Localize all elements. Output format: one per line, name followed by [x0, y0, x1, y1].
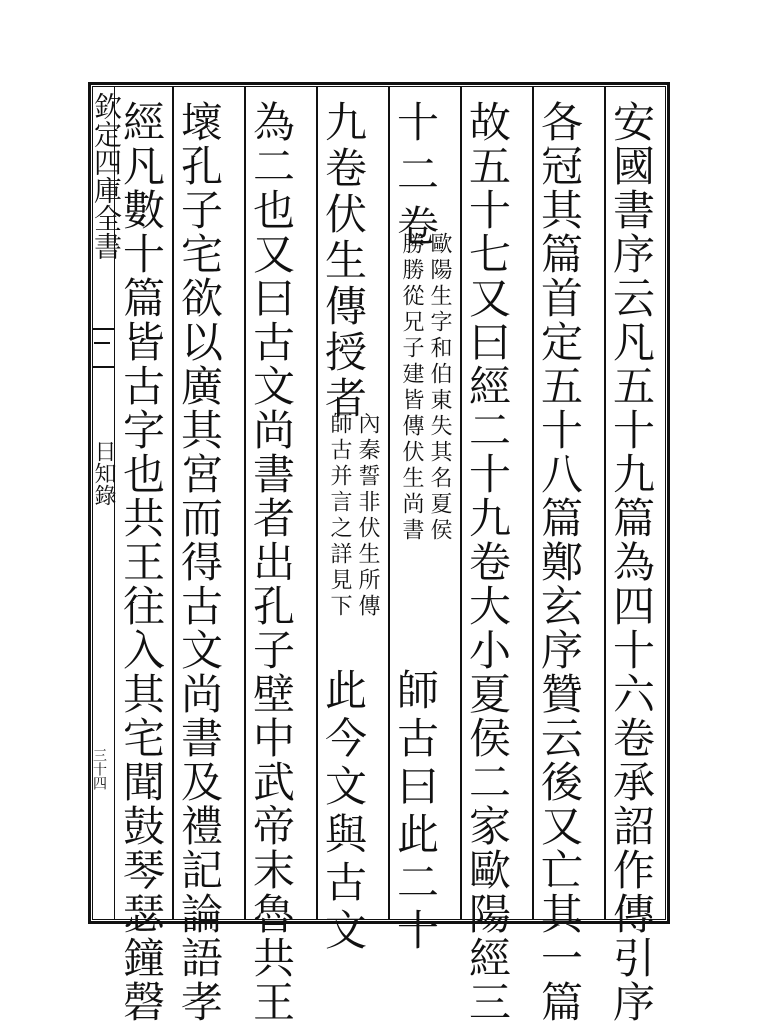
text-column-1: 安國書序云凡五十九篇為四十六卷承詔作傳引序 [607, 100, 656, 1024]
text-column-8: 經凡數十篇皆古字也共王往入其宅聞鼓琴瑟鐘磬 [117, 100, 166, 1024]
column-rule [316, 86, 318, 920]
annotation-left: 勝勝從兄子建皆傳伏生尚書 [399, 232, 424, 544]
text-column-5-head: 九卷伏生傳授者 [319, 100, 368, 422]
text-column-2: 各冠其篇首定五十八篇鄭玄序贊云後又亡其一篇 [535, 100, 584, 1024]
text-column-6: 為二也又曰古文尚書者出孔子壁中武帝末魯共王 [247, 100, 296, 1024]
text-column-3: 故五十七又曰經二十九卷大小夏侯二家歐陽經三 [463, 100, 512, 1024]
column-rule [532, 86, 534, 920]
annotation-right: 歐陽生字和伯東失其名夏侯 [427, 232, 452, 544]
collection-title: 欽定四庫全書 [90, 92, 123, 260]
book-title: 日知錄 [91, 440, 116, 506]
annotation-left: 師古并言之詳見下 [327, 412, 352, 620]
text-column-4-tail: 師古曰此二十 [391, 668, 440, 956]
column-rule [460, 86, 462, 920]
column-rule [172, 86, 174, 920]
column-rule [604, 86, 606, 920]
column-rule [388, 86, 390, 920]
column-rule [244, 86, 246, 920]
text-column-5-tail: 此今文與古文 [319, 668, 368, 956]
page-number: 三十四 [91, 748, 107, 790]
fishtail-mark [92, 328, 114, 368]
annotation-right: 內秦誓非伏生所傳 [355, 412, 380, 620]
text-column-7: 壞孔子宅欲以廣其宮而得古文尚書及禮記論語孝 [175, 100, 224, 1024]
text-column-4-head: 十二卷 [391, 100, 440, 256]
